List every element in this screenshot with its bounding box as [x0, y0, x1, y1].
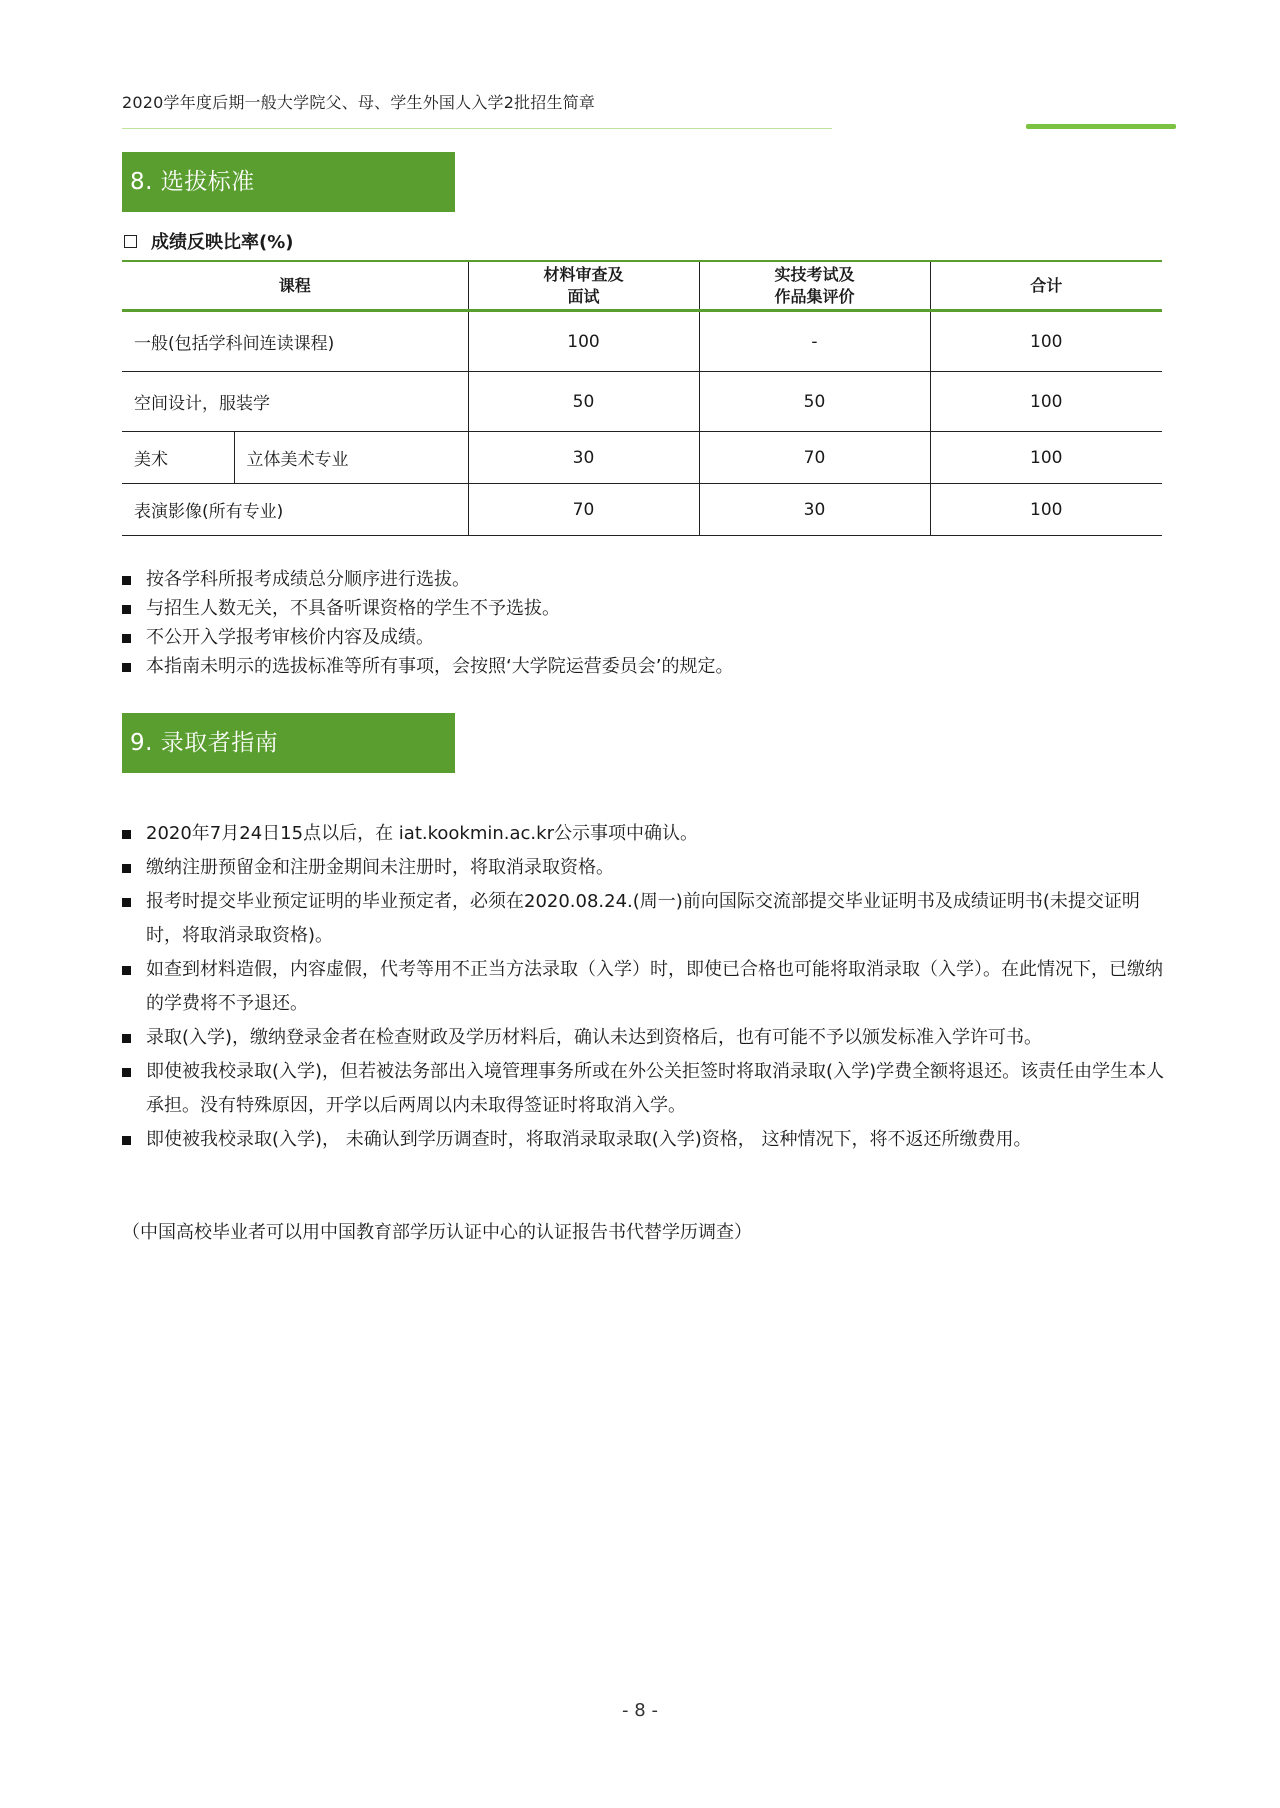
- list-item: 即使被我校录取(入学)， 未确认到学历调查时，将取消录取录取(入学)资格， 这种情况下，将不返还所缴费用。: [122, 1123, 1170, 1157]
- page-number: - 8 -: [622, 1700, 658, 1721]
- section-9-title: 9. 录取者指南: [122, 713, 455, 773]
- selection-notes-list: [122, 565, 1162, 681]
- header-review: 材料审查及 面试: [468, 261, 699, 311]
- table-row: [122, 484, 1162, 536]
- total-cell: 100: [930, 372, 1162, 432]
- checkbox-square-icon: [124, 235, 137, 248]
- total-cell: 100: [930, 432, 1162, 484]
- review-cell: 30: [468, 432, 699, 484]
- total-cell: 100: [930, 484, 1162, 536]
- course-cell: 空间设计，服装学: [122, 372, 468, 432]
- course-cell: 美术: [122, 432, 234, 484]
- square-bullet-icon: [122, 605, 131, 614]
- list-item: 本指南未明示的选拔标准等所有事项，会按照‘大学院运营委员会’的规定。: [122, 652, 1162, 681]
- header-course: 课程: [122, 261, 468, 311]
- list-item: 按各学科所报考成绩总分顺序进行选拔。: [122, 565, 1162, 594]
- header-practical: 实技考试及 作品集评价: [699, 261, 930, 311]
- square-bullet-icon: [122, 1068, 131, 1077]
- list-item: 即使被我校录取(入学)，但若被法务部出入境管理事务所或在外公关拒签时将取消录取(入学)学费全额将退还。该责任由学生本人承担。没有特殊原因，开学以后两周以内未取得签证时将取消入学。: [122, 1055, 1170, 1123]
- square-bullet-icon: [122, 634, 131, 643]
- list-item: 不公开入学报考审核价内容及成绩。: [122, 623, 1162, 652]
- review-cell: 70: [468, 484, 699, 536]
- list-item: 报考时提交毕业预定证明的毕业预定者，必须在2020.08.24.(周一)前向国际交流部提交毕业证明书及成绩证明书(未提交证明时，将取消录取资格)。: [122, 885, 1170, 953]
- square-bullet-icon: [122, 966, 131, 975]
- table-row: [122, 372, 1162, 432]
- admission-guide-list: [122, 817, 1170, 1157]
- diploma-verification-note: （中国高校毕业者可以用中国教育部学历认证中心的认证报告书代替学历调查）: [122, 1222, 752, 1243]
- score-ratio-subheading: [124, 228, 294, 254]
- list-item: 如查到材料造假，内容虚假，代考等用不正当方法录取（入学）时，即使已合格也可能将取消录取（入学）。在此情况下，已缴纳的学费将不予退还。: [122, 953, 1170, 1021]
- document-header: 2020学年度后期一般大学院父、母、学生外国人入学2批招生简章: [122, 93, 596, 112]
- major-cell: 立体美术专业: [234, 432, 468, 484]
- section-8-title: 8. 选拔标准: [122, 152, 455, 212]
- list-item: 录取(入学)，缴纳登录金者在检查财政及学历材料后，确认未达到资格后，也有可能不予以颁发标准入学许可书。: [122, 1021, 1170, 1055]
- list-item: 缴纳注册预留金和注册金期间未注册时，将取消录取资格。: [122, 851, 1170, 885]
- list-item: 与招生人数无关，不具备听课资格的学生不予选拔。: [122, 594, 1162, 623]
- square-bullet-icon: [122, 864, 131, 873]
- review-cell: 100: [468, 311, 699, 372]
- square-bullet-icon: [122, 576, 131, 585]
- practical-cell: 70: [699, 432, 930, 484]
- list-item: 2020年7月24日15点以后，在 iat.kookmin.ac.kr公示事项中确认。: [122, 817, 1170, 851]
- practical-cell: -: [699, 311, 930, 372]
- subheading-text: 成绩反映比率(%): [151, 232, 294, 253]
- square-bullet-icon: [122, 898, 131, 907]
- header-accent-bar: [1026, 124, 1176, 129]
- square-bullet-icon: [122, 830, 131, 839]
- score-ratio-table: [122, 260, 1162, 536]
- header-divider: [122, 128, 832, 129]
- square-bullet-icon: [122, 1136, 131, 1145]
- square-bullet-icon: [122, 1034, 131, 1043]
- practical-cell: 50: [699, 372, 930, 432]
- practical-cell: 30: [699, 484, 930, 536]
- table-row: [122, 432, 1162, 484]
- course-cell: 一般(包括学科间连读课程): [122, 311, 468, 372]
- course-cell: 表演影像(所有专业): [122, 484, 468, 536]
- total-cell: 100: [930, 311, 1162, 372]
- review-cell: 50: [468, 372, 699, 432]
- table-row: [122, 311, 1162, 372]
- header-total: 合计: [930, 261, 1162, 311]
- table-header-row: [122, 261, 1162, 311]
- square-bullet-icon: [122, 663, 131, 672]
